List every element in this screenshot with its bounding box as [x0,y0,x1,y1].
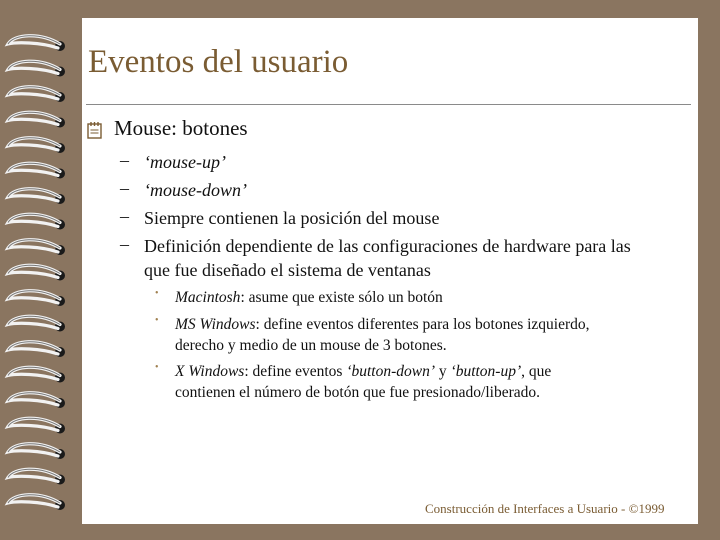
binding-ring [8,36,65,51]
binding-ring [8,138,65,153]
sub-item-text: Siempre contienen la posición del mouse [144,208,440,228]
detail-quote: ‘button-down’ [346,363,436,380]
detail-text: : define eventos [244,363,347,380]
binding-ring [8,189,65,204]
binding-ring [8,61,65,76]
binding-ring [8,444,65,459]
sub-item-text: que fue diseñado el sistema de ventanas [144,260,431,280]
detail-text: y [435,363,451,380]
binding-ring [8,418,65,433]
binding-ring [8,112,65,127]
detail-lead: X Windows [175,363,245,380]
detail-text: contienen el número de botón que fue presionado/liberado. [175,384,540,401]
slide-footer: Construcción de Interfaces a Usuario - ©1999 [425,501,665,516]
binding-ring [8,393,65,408]
binding-ring [8,87,65,102]
notepad-icon [86,120,104,145]
binding-ring [8,291,65,306]
detail-text: : define eventos diferentes para los botones izquierdo, [255,316,590,333]
binding-ring [8,265,65,280]
title-divider [86,104,691,105]
binding-ring [8,469,65,484]
sub-item-text: ‘mouse-down’ [144,180,247,200]
sub-item-text: Definición dependiente de las configuraciones de hardware para las [144,236,631,256]
binding-ring [8,367,65,382]
detail-text: , que [521,363,552,380]
detail-lead: Macintosh [175,289,241,306]
detail-text: derecho y medio de un mouse de 3 botones. [175,337,447,354]
binding-ring [8,214,65,229]
binding-ring [8,316,65,331]
main-bullet-text: Mouse: botones [114,116,248,140]
detail-quote: ‘button-up’ [450,363,522,380]
binding-ring [8,240,65,255]
spiral-binding [0,0,82,540]
detail-text: : asume que existe sólo un botón [240,289,443,306]
binding-ring [8,342,65,357]
binding-ring [8,163,65,178]
binding-ring [8,495,65,510]
sub-item-text: ‘mouse-up’ [144,152,226,172]
detail-lead: MS Windows [175,316,256,333]
slide-title: Eventos del usuario [88,44,349,80]
